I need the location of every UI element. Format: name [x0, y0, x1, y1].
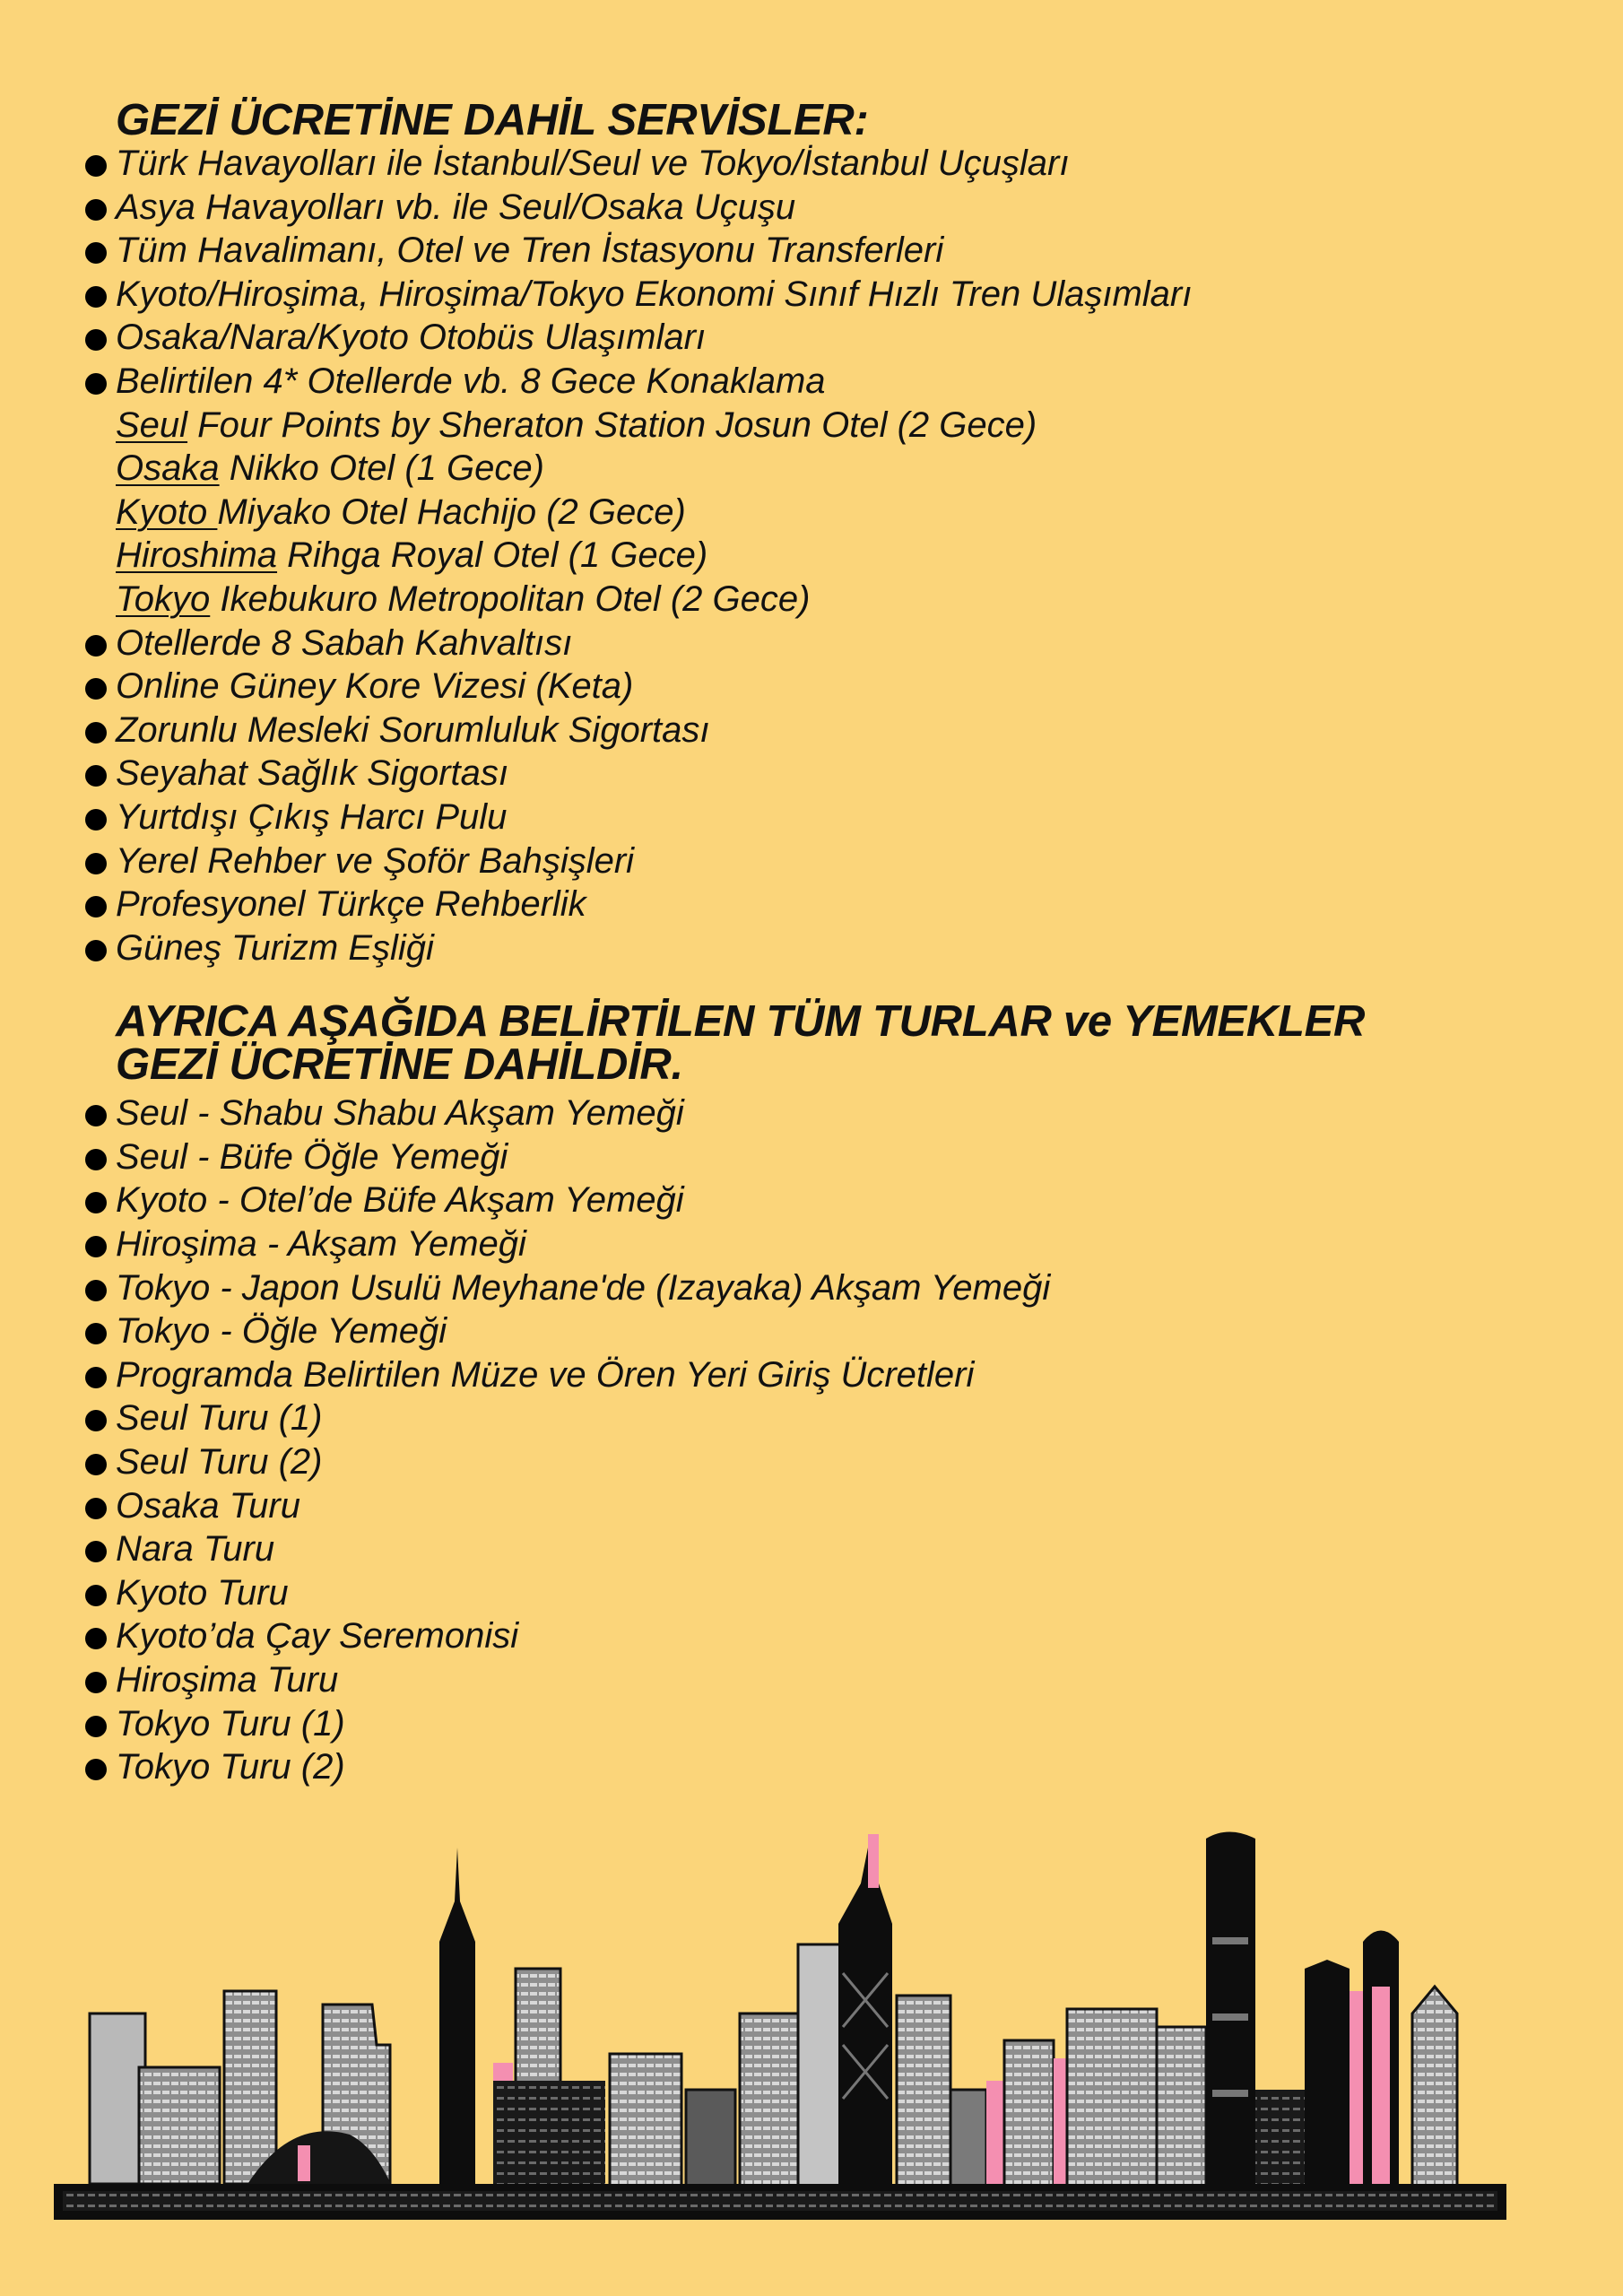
hotel-name: Nikko Otel (1 Gece)	[219, 448, 544, 489]
hotel-city: Tokyo	[116, 578, 211, 619]
city-skyline-illustration	[54, 1794, 1524, 2224]
list-item: Türk Havayolları ile İstanbul/Seul ve Tokyo/İstanbul Uçuşları	[0, 142, 1623, 186]
hotel-line	[0, 491, 1623, 535]
list-item: Nara Turu	[0, 1527, 1623, 1571]
hotel-city: Hiroshima	[116, 535, 278, 576]
list-item: Tokyo Turu (2)	[0, 1745, 1623, 1789]
list-item: Online Güney Kore Vizesi (Keta)	[0, 665, 1623, 709]
list-item: Seul Turu (2)	[0, 1440, 1623, 1484]
list-item: Kyoto Turu	[0, 1571, 1623, 1615]
list-item: Asya Havayolları vb. ile Seul/Osaka Uçuşu	[0, 186, 1623, 230]
hotel-city: Kyoto	[116, 491, 218, 532]
hotel-line	[0, 404, 1623, 448]
tours-meals-heading	[116, 997, 1623, 1090]
tours-meals-heading-line1: AYRICA AŞAĞIDA BELİRTİLEN TÜM TURLAR ve YEMEKLER	[116, 997, 1366, 1047]
list-item: Hiroşima - Akşam Yemeği	[0, 1222, 1623, 1266]
list-item: Yerel Rehber ve Şoför Bahşişleri	[0, 839, 1623, 883]
hotel-line	[0, 578, 1623, 622]
hotel-name: Rihga Royal Otel (1 Gece)	[277, 535, 708, 576]
list-item: Tokyo - Öğle Yemeği	[0, 1309, 1623, 1353]
tours-meals-heading-line2: GEZİ ÜCRETİNE DAHİLDİR.	[116, 1040, 683, 1090]
hotel-line	[0, 447, 1623, 491]
list-item: Seul Turu (1)	[0, 1396, 1623, 1440]
list-item: Seyahat Sağlık Sigortası	[0, 752, 1623, 796]
list-item: Seul - Shabu Shabu Akşam Yemeği	[0, 1091, 1623, 1135]
hotel-city: Seul	[116, 404, 188, 445]
list-item: Hiroşima Turu	[0, 1658, 1623, 1702]
list-item: Programda Belirtilen Müze ve Ören Yeri Giriş Ücretleri	[0, 1353, 1623, 1397]
included-services-list	[0, 142, 1623, 970]
list-item: Tüm Havalimanı, Otel ve Tren İstasyonu Transferleri	[0, 229, 1623, 273]
tours-meals-list	[0, 1091, 1623, 1789]
list-item: Kyoto/Hiroşima, Hiroşima/Tokyo Ekonomi Sınıf Hızlı Tren Ulaşımları	[0, 273, 1623, 317]
list-item: Kyoto’da Çay Seremonisi	[0, 1614, 1623, 1658]
list-item: Otellerde 8 Sabah Kahvaltısı	[0, 622, 1623, 665]
hotel-name: Ikebukuro Metropolitan Otel (2 Gece)	[210, 578, 811, 619]
hotel-line	[0, 534, 1623, 578]
list-item: Osaka Turu	[0, 1484, 1623, 1528]
list-item: Tokyo Turu (1)	[0, 1702, 1623, 1746]
list-item: Kyoto - Otel’de Büfe Akşam Yemeği	[0, 1178, 1623, 1222]
included-services-heading: GEZİ ÜCRETİNE DAHİL SERVİSLER:	[116, 96, 869, 144]
hotel-name: Miyako Otel Hachijo (2 Gece)	[217, 491, 686, 532]
hotel-name: Four Points by Sheraton Station Josun Otel (2 Gece)	[187, 404, 1037, 445]
hotel-city: Osaka	[116, 448, 220, 489]
list-item: Tokyo - Japon Usulü Meyhane'de (Izayaka) Akşam Yemeği	[0, 1266, 1623, 1310]
list-item: Belirtilen 4* Otellerde vb. 8 Gece Konaklama	[0, 360, 1623, 404]
list-item: Zorunlu Mesleki Sorumluluk Sigortası	[0, 709, 1623, 752]
list-item: Seul - Büfe Öğle Yemeği	[0, 1135, 1623, 1179]
list-item: Osaka/Nara/Kyoto Otobüs Ulaşımları	[0, 316, 1623, 360]
list-item: Yurtdışı Çıkış Harcı Pulu	[0, 796, 1623, 839]
list-item: Profesyonel Türkçe Rehberlik	[0, 883, 1623, 926]
list-item: Güneş Turizm Eşliği	[0, 926, 1623, 970]
page-content	[0, 96, 1623, 1789]
